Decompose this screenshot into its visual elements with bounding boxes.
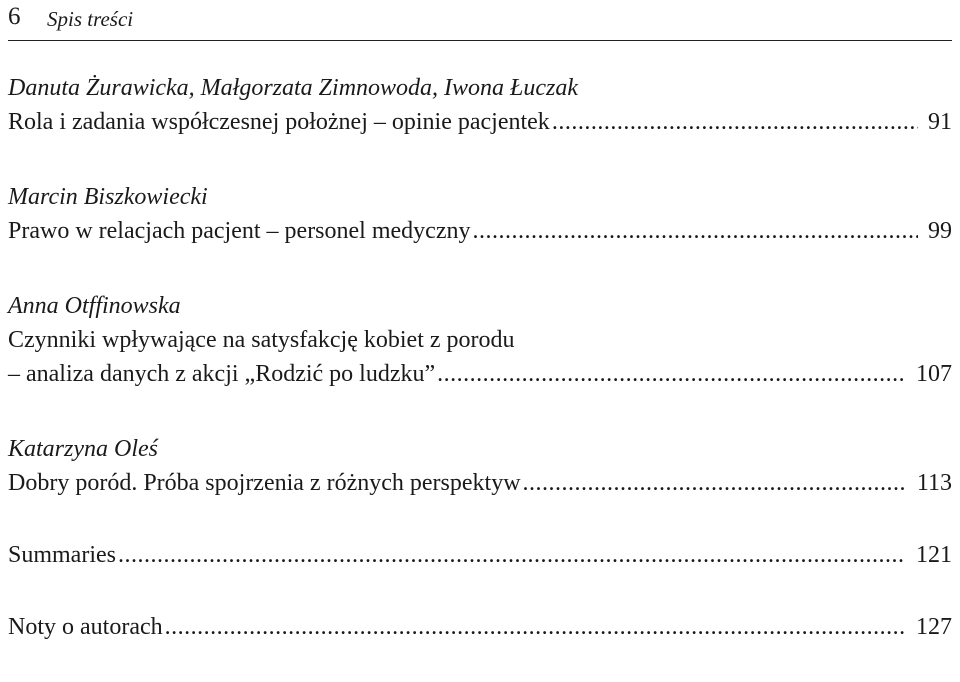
running-title: Spis treści [47, 7, 134, 31]
entry-title-row[interactable] [8, 610, 952, 644]
entry-page-number: 113 [916, 470, 952, 496]
table-of-contents [8, 71, 952, 682]
entry-author: Danuta Żurawicka, Małgorzata Zimnowoda, Iwona Łuczak [8, 75, 579, 101]
entry-author: Anna Otffinowska [8, 293, 181, 319]
entry-title-row[interactable] [8, 466, 952, 500]
entry-page-number: 127 [916, 614, 952, 640]
entry-title: Rola i zadania współczesnej położnej – opinie pacjentek [8, 109, 550, 135]
entry-author: Marcin Biszkowiecki [8, 184, 208, 210]
toc-entry [8, 180, 952, 248]
page-header [8, 0, 952, 41]
entry-title-row[interactable] [8, 105, 952, 139]
toc-entry [8, 432, 952, 500]
entry-page-number: 121 [916, 542, 952, 568]
dot-leader [118, 538, 906, 572]
dot-leader [523, 466, 907, 500]
entry-title-row[interactable] [8, 214, 952, 248]
entry-author: Katarzyna Oleś [8, 436, 158, 462]
entry-title-row[interactable] [8, 538, 952, 572]
entry-page-number: 99 [928, 218, 952, 244]
page-number: 6 [8, 3, 21, 30]
toc-entry [8, 610, 952, 644]
dot-leader [552, 105, 918, 139]
entry-title: Noty o autorach [8, 614, 163, 640]
toc-entry [8, 289, 952, 391]
toc-entry [8, 71, 952, 139]
entry-page-number: 91 [928, 109, 952, 135]
entry-title: Dobry poród. Próba spojrzenia z różnych perspektyw [8, 470, 521, 496]
entry-title: Summaries [8, 542, 116, 568]
entry-title: – analiza danych z akcji „Rodzić po ludzku” [8, 361, 436, 387]
dot-leader [437, 357, 906, 391]
entry-title-row[interactable] [8, 357, 952, 391]
toc-entry [8, 538, 952, 572]
entry-title-line: Czynniki wpływające na satysfakcję kobiet z porodu [8, 327, 515, 353]
dot-leader [165, 610, 906, 644]
dot-leader [472, 214, 918, 248]
entry-page-number: 107 [916, 361, 952, 387]
entry-title: Prawo w relacjach pacjent – personel medyczny [8, 218, 471, 244]
